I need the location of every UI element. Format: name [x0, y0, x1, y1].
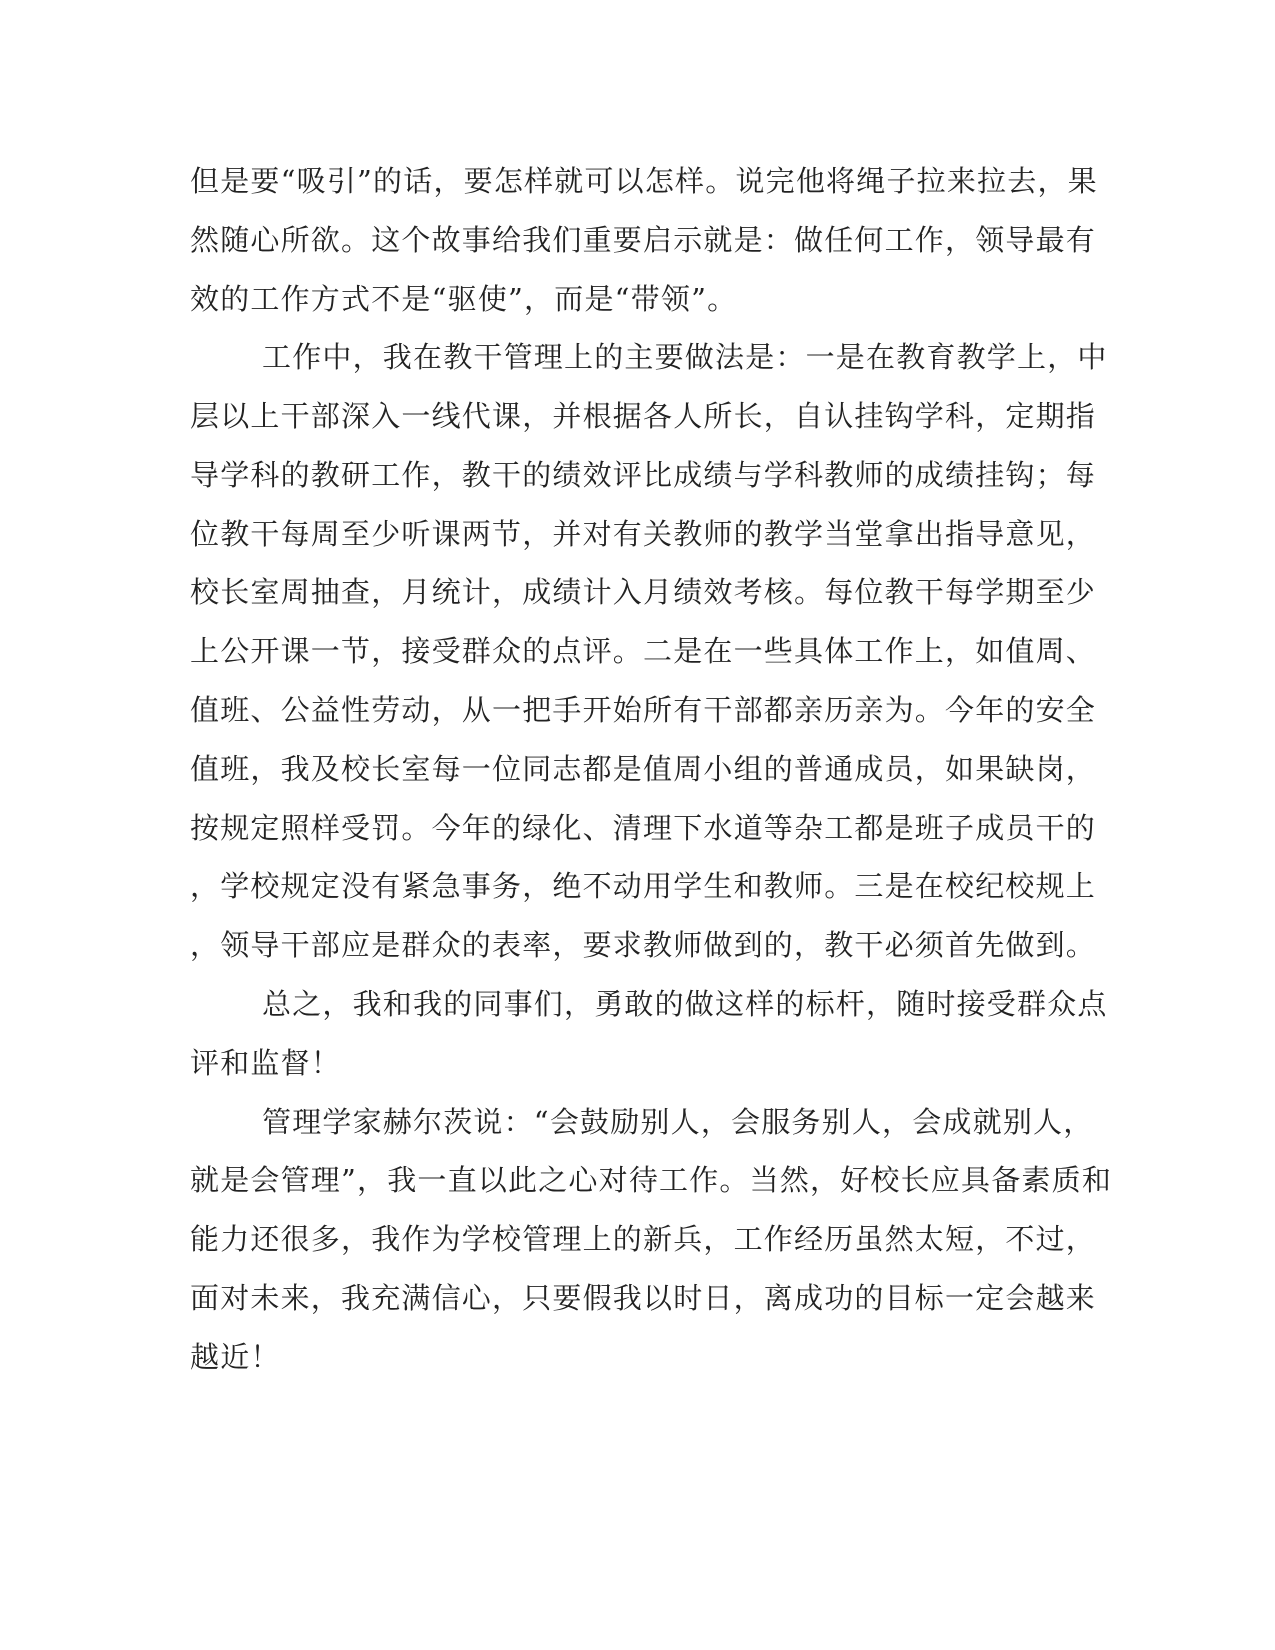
- text-line: 效的工作方式不是“驱使”，而是“带领”。: [190, 282, 738, 316]
- text-line: 层以上干部深入一线代课，并根据各人所长，自认挂钩学科，定期指: [190, 399, 1097, 433]
- text-line: 但是要“吸引”的话，要怎样就可以怎样。说完他将绳子拉来拉去，果: [190, 164, 1098, 198]
- text-line: ，学校规定没有紧急事务，绝不动用学生和教师。三是在校纪校规上: [190, 869, 1097, 903]
- text-line: 工作中，我在教干管理上的主要做法是：一是在教育教学上，中: [262, 340, 1108, 374]
- text-line: 然随心所欲。这个故事给我们重要启示就是：做任何工作，领导最有: [190, 223, 1097, 257]
- text-line: 能力还很多，我作为学校管理上的新兵，工作经历虽然太短，不过，: [190, 1222, 1097, 1256]
- text-line: ，领导干部应是群众的表率，要求教师做到的，教干必须首先做到。: [190, 928, 1097, 962]
- text-line: 导学科的教研工作，教干的绩效评比成绩与学科教师的成绩挂钩；每: [190, 458, 1097, 492]
- text-line: 越近！: [190, 1340, 281, 1374]
- text-line: 上公开课一节，接受群众的点评。二是在一些具体工作上，如值周、: [190, 634, 1097, 668]
- text-line: 值班、公益性劳动，从一把手开始所有干部都亲历亲为。今年的安全: [190, 693, 1097, 727]
- text-line: 管理学家赫尔茨说：“会鼓励别人，会服务别人，会成就别人，: [262, 1105, 1094, 1139]
- text-line: 校长室周抽查，月统计，成绩计入月绩效考核。每位教干每学期至少: [190, 575, 1097, 609]
- text-line: 就是会管理”，我一直以此之心对待工作。当然，好校长应具备素质和: [190, 1163, 1113, 1197]
- text-line: 评和监督！: [190, 1046, 342, 1080]
- text-line: 按规定照样受罚。今年的绿化、清理下水道等杂工都是班子成员干的: [190, 811, 1097, 845]
- text-line: 面对未来，我充满信心，只要假我以时日，离成功的目标一定会越来: [190, 1281, 1097, 1315]
- text-line: 位教干每周至少听课两节，并对有关教师的教学当堂拿出指导意见，: [190, 517, 1097, 551]
- text-line: 总之，我和我的同事们，勇敢的做这样的标杆，随时接受群众点: [262, 987, 1108, 1021]
- text-line: 值班，我及校长室每一位同志都是值周小组的普通成员，如果缺岗，: [190, 752, 1097, 786]
